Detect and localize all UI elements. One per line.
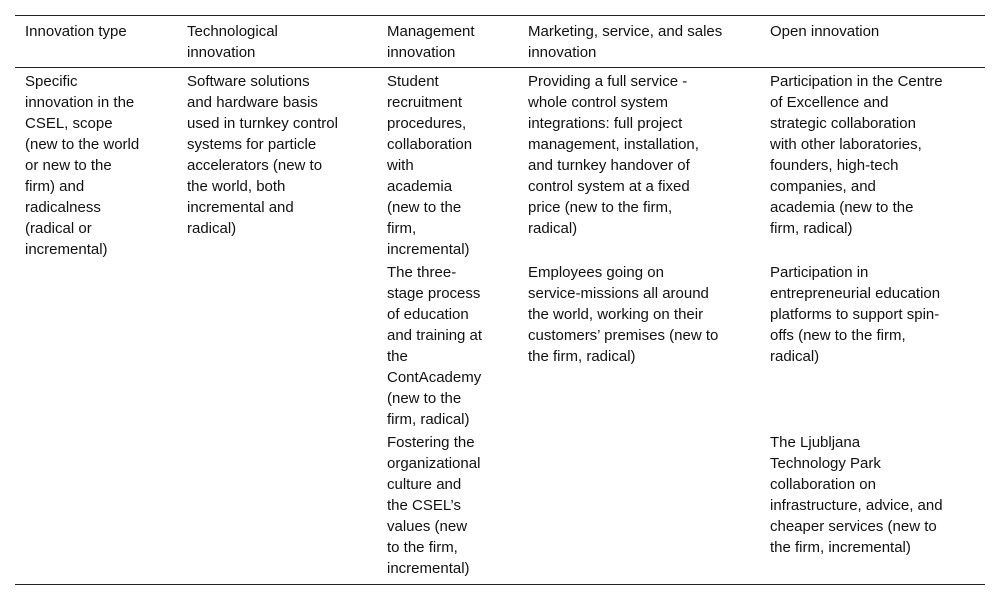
table-cell: Employees going on service-missions all around the world, working on their customers’ premises (new to the firm, radical) bbox=[528, 264, 719, 365]
table-cell: The three- stage process of education and training at the ContAcademy (new to the firm, radical) bbox=[387, 264, 483, 428]
table-bottom-rule bbox=[15, 584, 985, 585]
table-cell: Participation in entrepreneurial education platforms to support spin- offs (new to the firm, radical) bbox=[770, 264, 941, 365]
table-cell: Providing a full service - whole control system integrations: full project management, installation, and turnkey handover of control system at a fixed price (new to the firm, radical) bbox=[528, 73, 699, 237]
table-top-rule bbox=[15, 15, 985, 16]
table-cell: Software solutions and hardware basis used in turnkey control systems for particle accelerators (new to the world, both incremental and radical) bbox=[187, 73, 338, 237]
header-innovation-type: Innovation type bbox=[25, 23, 127, 40]
table-cell: Participation in the Centre of Excellence and strategic collaboration with other laboratories, founders, high-tech companies, and academia (new to the firm, radical) bbox=[770, 73, 943, 237]
table-cell: Specific innovation in the CSEL, scope (new to the world or new to the firm) and radicalness (radical or incremental) bbox=[25, 73, 140, 258]
header-management-innovation: Management innovation bbox=[387, 23, 475, 61]
table-cell: The Ljubljana Technology Park collaboration on infrastructure, advice, and cheaper services (new to the firm, incremental) bbox=[770, 434, 943, 556]
table-cell: Fostering the organizational culture and the CSEL’s values (new to the firm, incremental) bbox=[387, 434, 481, 577]
header-technological-innovation: Technological innovation bbox=[187, 23, 278, 61]
table-cell: Student recruitment procedures, collaboration with academia (new to the firm, incremental) bbox=[387, 73, 473, 258]
header-open-innovation: Open innovation bbox=[770, 23, 880, 40]
header-marketing-innovation: Marketing, service, and sales innovation bbox=[528, 23, 723, 61]
table-header-rule bbox=[15, 67, 985, 68]
